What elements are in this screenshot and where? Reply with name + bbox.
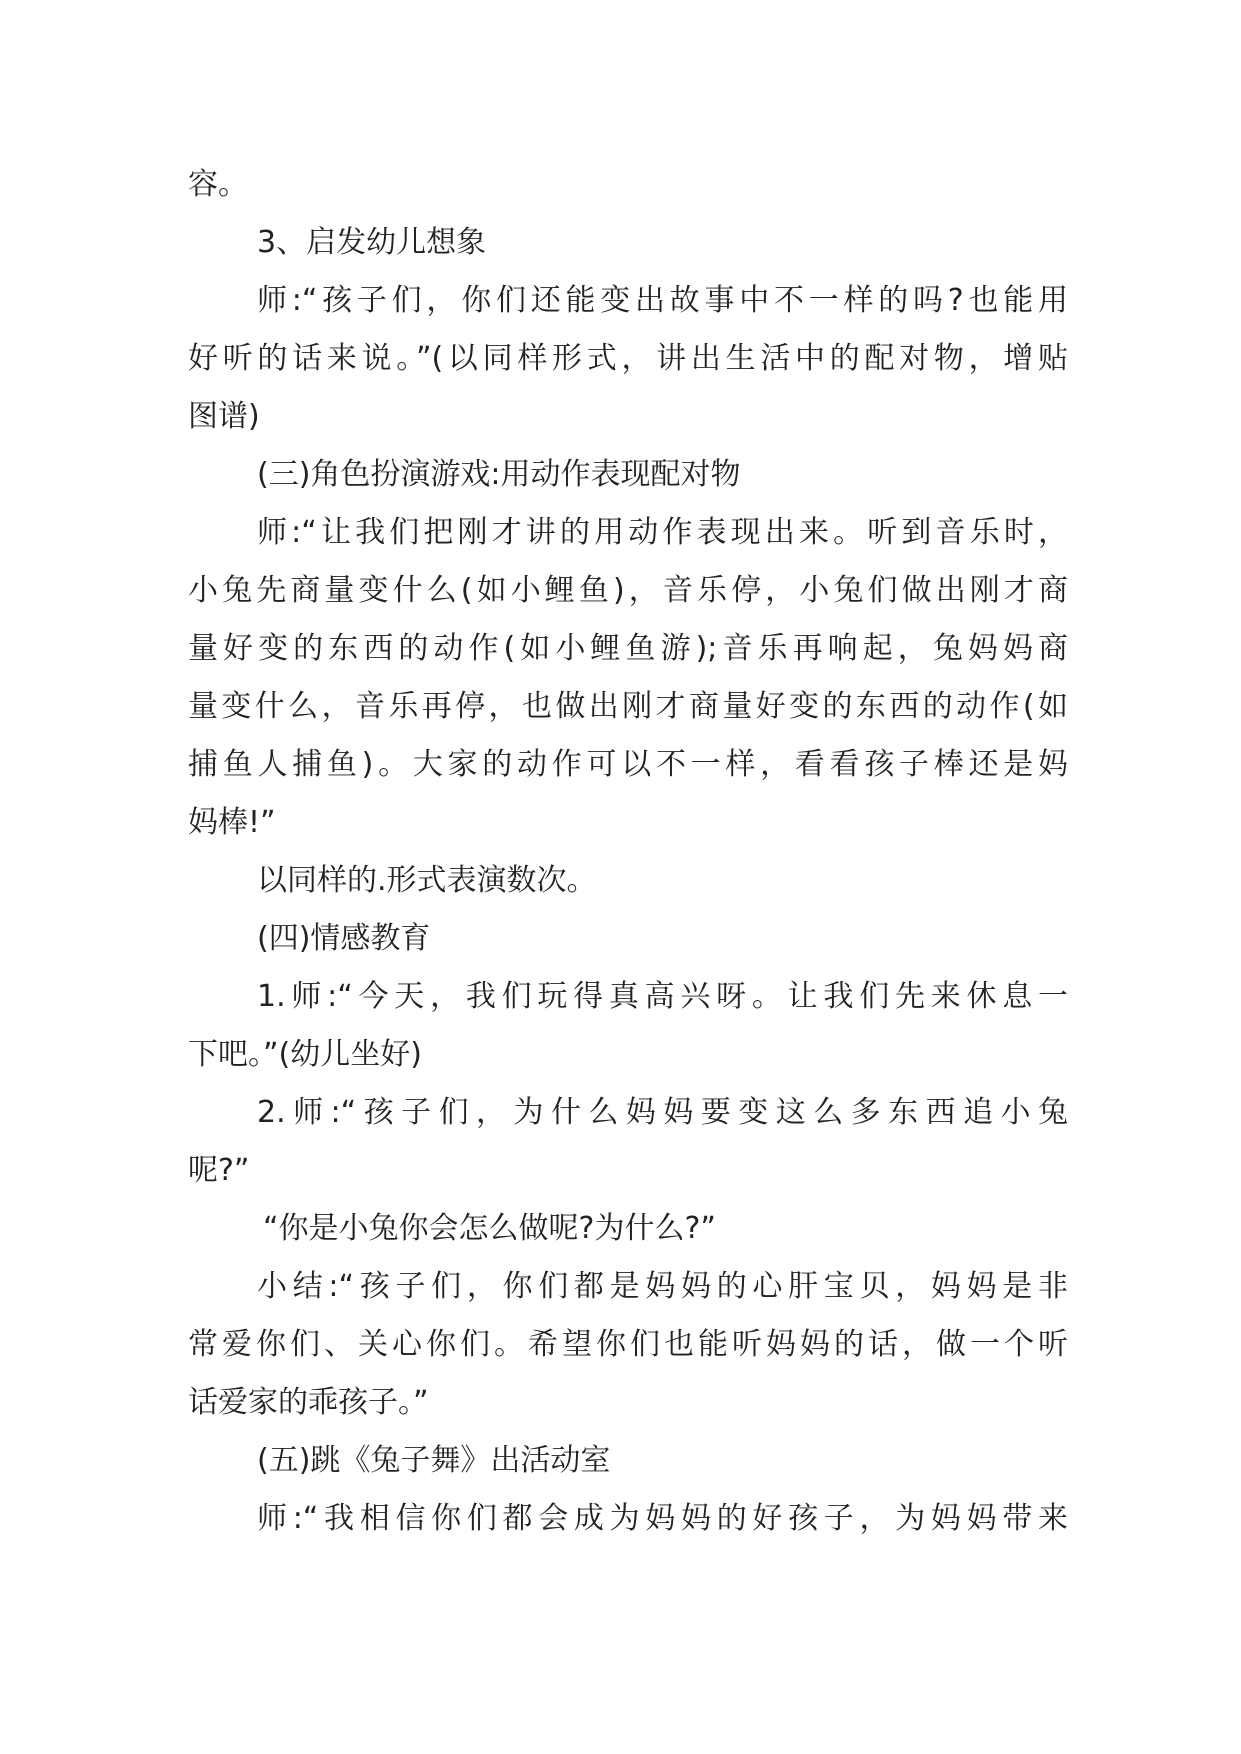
- section-heading: (四)情感教育: [257, 921, 431, 956]
- paragraph-line: 妈棒!”: [188, 805, 276, 840]
- section-heading: (五)跳《兔子舞》出活动室: [257, 1443, 611, 1478]
- paragraph-line: 话爱家的乖孩子。”: [188, 1385, 429, 1420]
- paragraph-line: 捕鱼人捕鱼)。大家的动作可以不一样，看看孩子棒还是妈: [188, 747, 1068, 782]
- paragraph-line: 师:“我相信你们都会成为妈妈的好孩子，为妈妈带来: [257, 1501, 1068, 1536]
- paragraph-line: 3、启发幼儿想象: [257, 225, 487, 260]
- paragraph-line: 以同样的.形式表演数次。: [257, 863, 597, 898]
- paragraph-line: 师:“让我们把刚才讲的用动作表现出来。听到音乐时，: [257, 515, 1068, 550]
- paragraph-line: 常爱你们、关心你们。希望你们也能听妈妈的话，做一个听: [188, 1327, 1068, 1362]
- paragraph-line: “你是小兔你会怎么做呢?为什么?”: [263, 1211, 716, 1246]
- document-page: [188, 156, 1068, 1548]
- paragraph-line: 小结:“孩子们，你们都是妈妈的心肝宝贝，妈妈是非: [257, 1269, 1068, 1304]
- paragraph-line: 量变什么，音乐再停，也做出刚才商量好变的东西的动作(如: [188, 689, 1068, 724]
- paragraph-line: 下吧。”(幼儿坐好): [188, 1037, 422, 1072]
- paragraph-line: 呢?”: [188, 1153, 250, 1188]
- paragraph-line: 量好变的东西的动作(如小鲤鱼游);音乐再响起，兔妈妈商: [188, 631, 1068, 666]
- paragraph-line: 小兔先商量变什么(如小鲤鱼)，音乐停，小兔们做出刚才商: [188, 573, 1068, 608]
- paragraph-line: 好听的话来说。”(以同样形式，讲出生活中的配对物，增贴: [188, 341, 1068, 376]
- paragraph-line: 师:“孩子们，你们还能变出故事中不一样的吗?也能用: [257, 283, 1068, 318]
- section-heading: (三)角色扮演游戏:用动作表现配对物: [257, 457, 741, 492]
- paragraph-line: 图谱): [188, 399, 260, 434]
- paragraph-line: 容。: [188, 167, 248, 202]
- paragraph-line: 1.师:“今天，我们玩得真高兴呀。让我们先来休息一: [257, 979, 1068, 1014]
- paragraph-line: 2.师:“孩子们，为什么妈妈要变这么多东西追小兔: [257, 1095, 1068, 1130]
